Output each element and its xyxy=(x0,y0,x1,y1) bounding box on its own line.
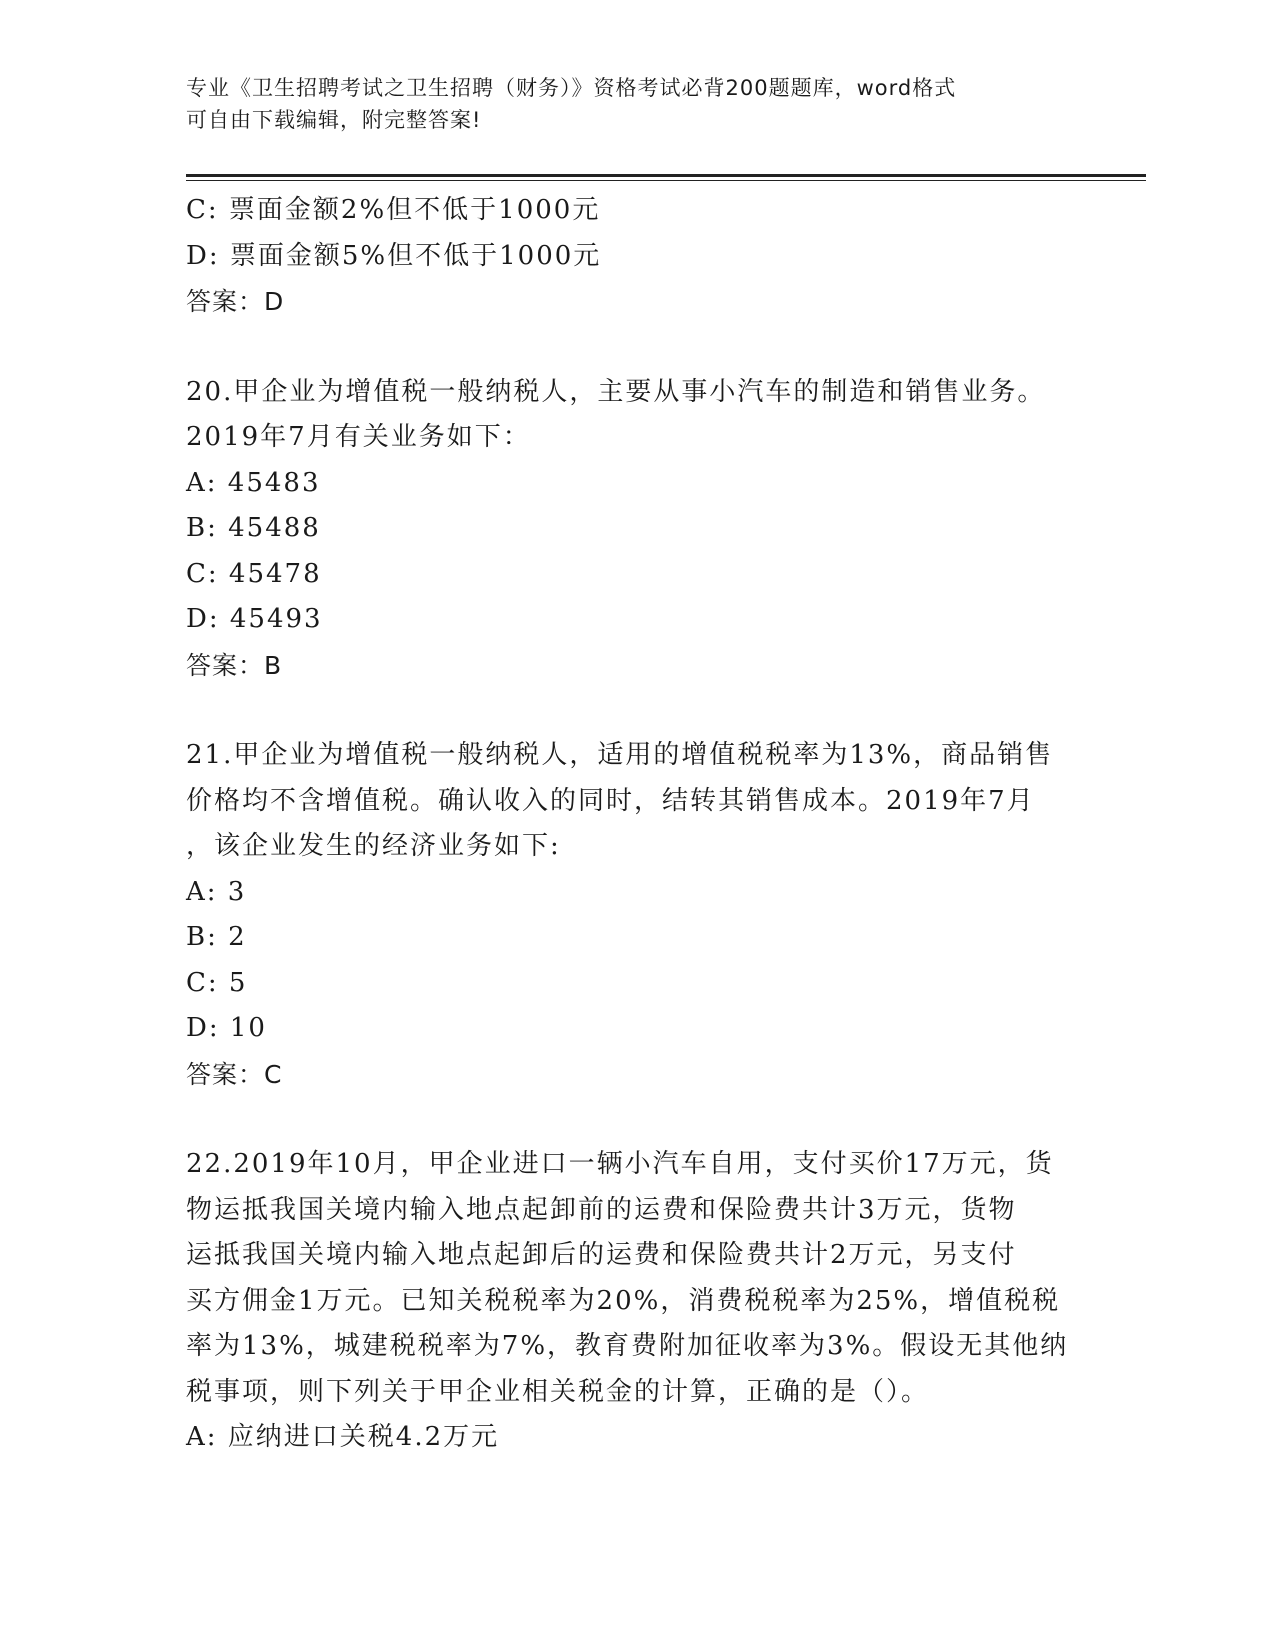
question-text-line: 20.甲企业为增值税一般纳税人，主要从事小汽车的制造和销售业务。 xyxy=(186,376,1046,407)
spacer xyxy=(186,1097,1086,1142)
question-22 xyxy=(186,1142,1086,1461)
header-line-1: 专业《卫生招聘考试之卫生招聘（财务）》资格考试必背200题题库，word格式 xyxy=(186,76,957,100)
option-c: C: 45478 xyxy=(186,558,322,589)
option-b: B: 45488 xyxy=(186,513,321,543)
spacer xyxy=(186,688,1086,733)
header-divider-thick xyxy=(186,174,1146,177)
header-divider-thin xyxy=(186,180,1146,181)
question-text-line: 税事项，则下列关于甲企业相关税金的计算，正确的是（）。 xyxy=(186,1376,930,1407)
option-a: A: 应纳进口关税4.2万元 xyxy=(186,1422,500,1452)
question-text-line: 价格均不含增值税。确认收入的同时，结转其销售成本。2019年7月 xyxy=(186,785,1035,816)
header-line-2: 可自由下载编辑，附完整答案! xyxy=(186,108,482,132)
document-header xyxy=(186,72,1066,136)
question-text-line: ，该企业发生的经济业务如下: xyxy=(186,831,561,861)
question-text-line: 买方佣金1万元。已知关税税率为20%，消费税税率为25%，增值税税 xyxy=(186,1285,1061,1316)
option-d: D: 票面金额5%但不低于1000元 xyxy=(186,240,602,271)
question-19-tail xyxy=(186,188,1086,325)
question-20 xyxy=(186,370,1086,689)
answer: 答案：C xyxy=(186,1059,283,1089)
question-21 xyxy=(186,733,1086,1097)
option-d: D: 10 xyxy=(186,1013,267,1043)
question-text-line: 物运抵我国关境内输入地点起卸前的运费和保险费共计3万元，货物 xyxy=(186,1194,1017,1225)
spacer xyxy=(186,325,1086,370)
option-d: D: 45493 xyxy=(186,604,323,634)
option-c: C: 票面金额2%但不低于1000元 xyxy=(186,195,601,225)
option-a: A: 45483 xyxy=(186,467,321,498)
option-c: C: 5 xyxy=(186,967,248,998)
question-text-line: 运抵我国关境内输入地点起卸后的运费和保险费共计2万元，另支付 xyxy=(186,1240,1017,1270)
document-body xyxy=(186,188,1086,1461)
question-text-line: 2019年7月有关业务如下： xyxy=(186,422,531,452)
option-a: A: 3 xyxy=(186,876,247,907)
answer: 答案：B xyxy=(186,650,283,680)
question-text-line: 22.2019年10月，甲企业进口一辆小汽车自用，支付买价17万元，货 xyxy=(186,1149,1054,1179)
option-b: B: 2 xyxy=(186,922,247,952)
question-text-line: 21.甲企业为增值税一般纳税人，适用的增值税税率为13%，商品销售 xyxy=(186,740,1054,770)
answer: 答案：D xyxy=(186,287,285,316)
question-text-line: 率为13%，城建税税率为7%，教育费附加征收率为3%。假设无其他纳 xyxy=(186,1331,1069,1361)
